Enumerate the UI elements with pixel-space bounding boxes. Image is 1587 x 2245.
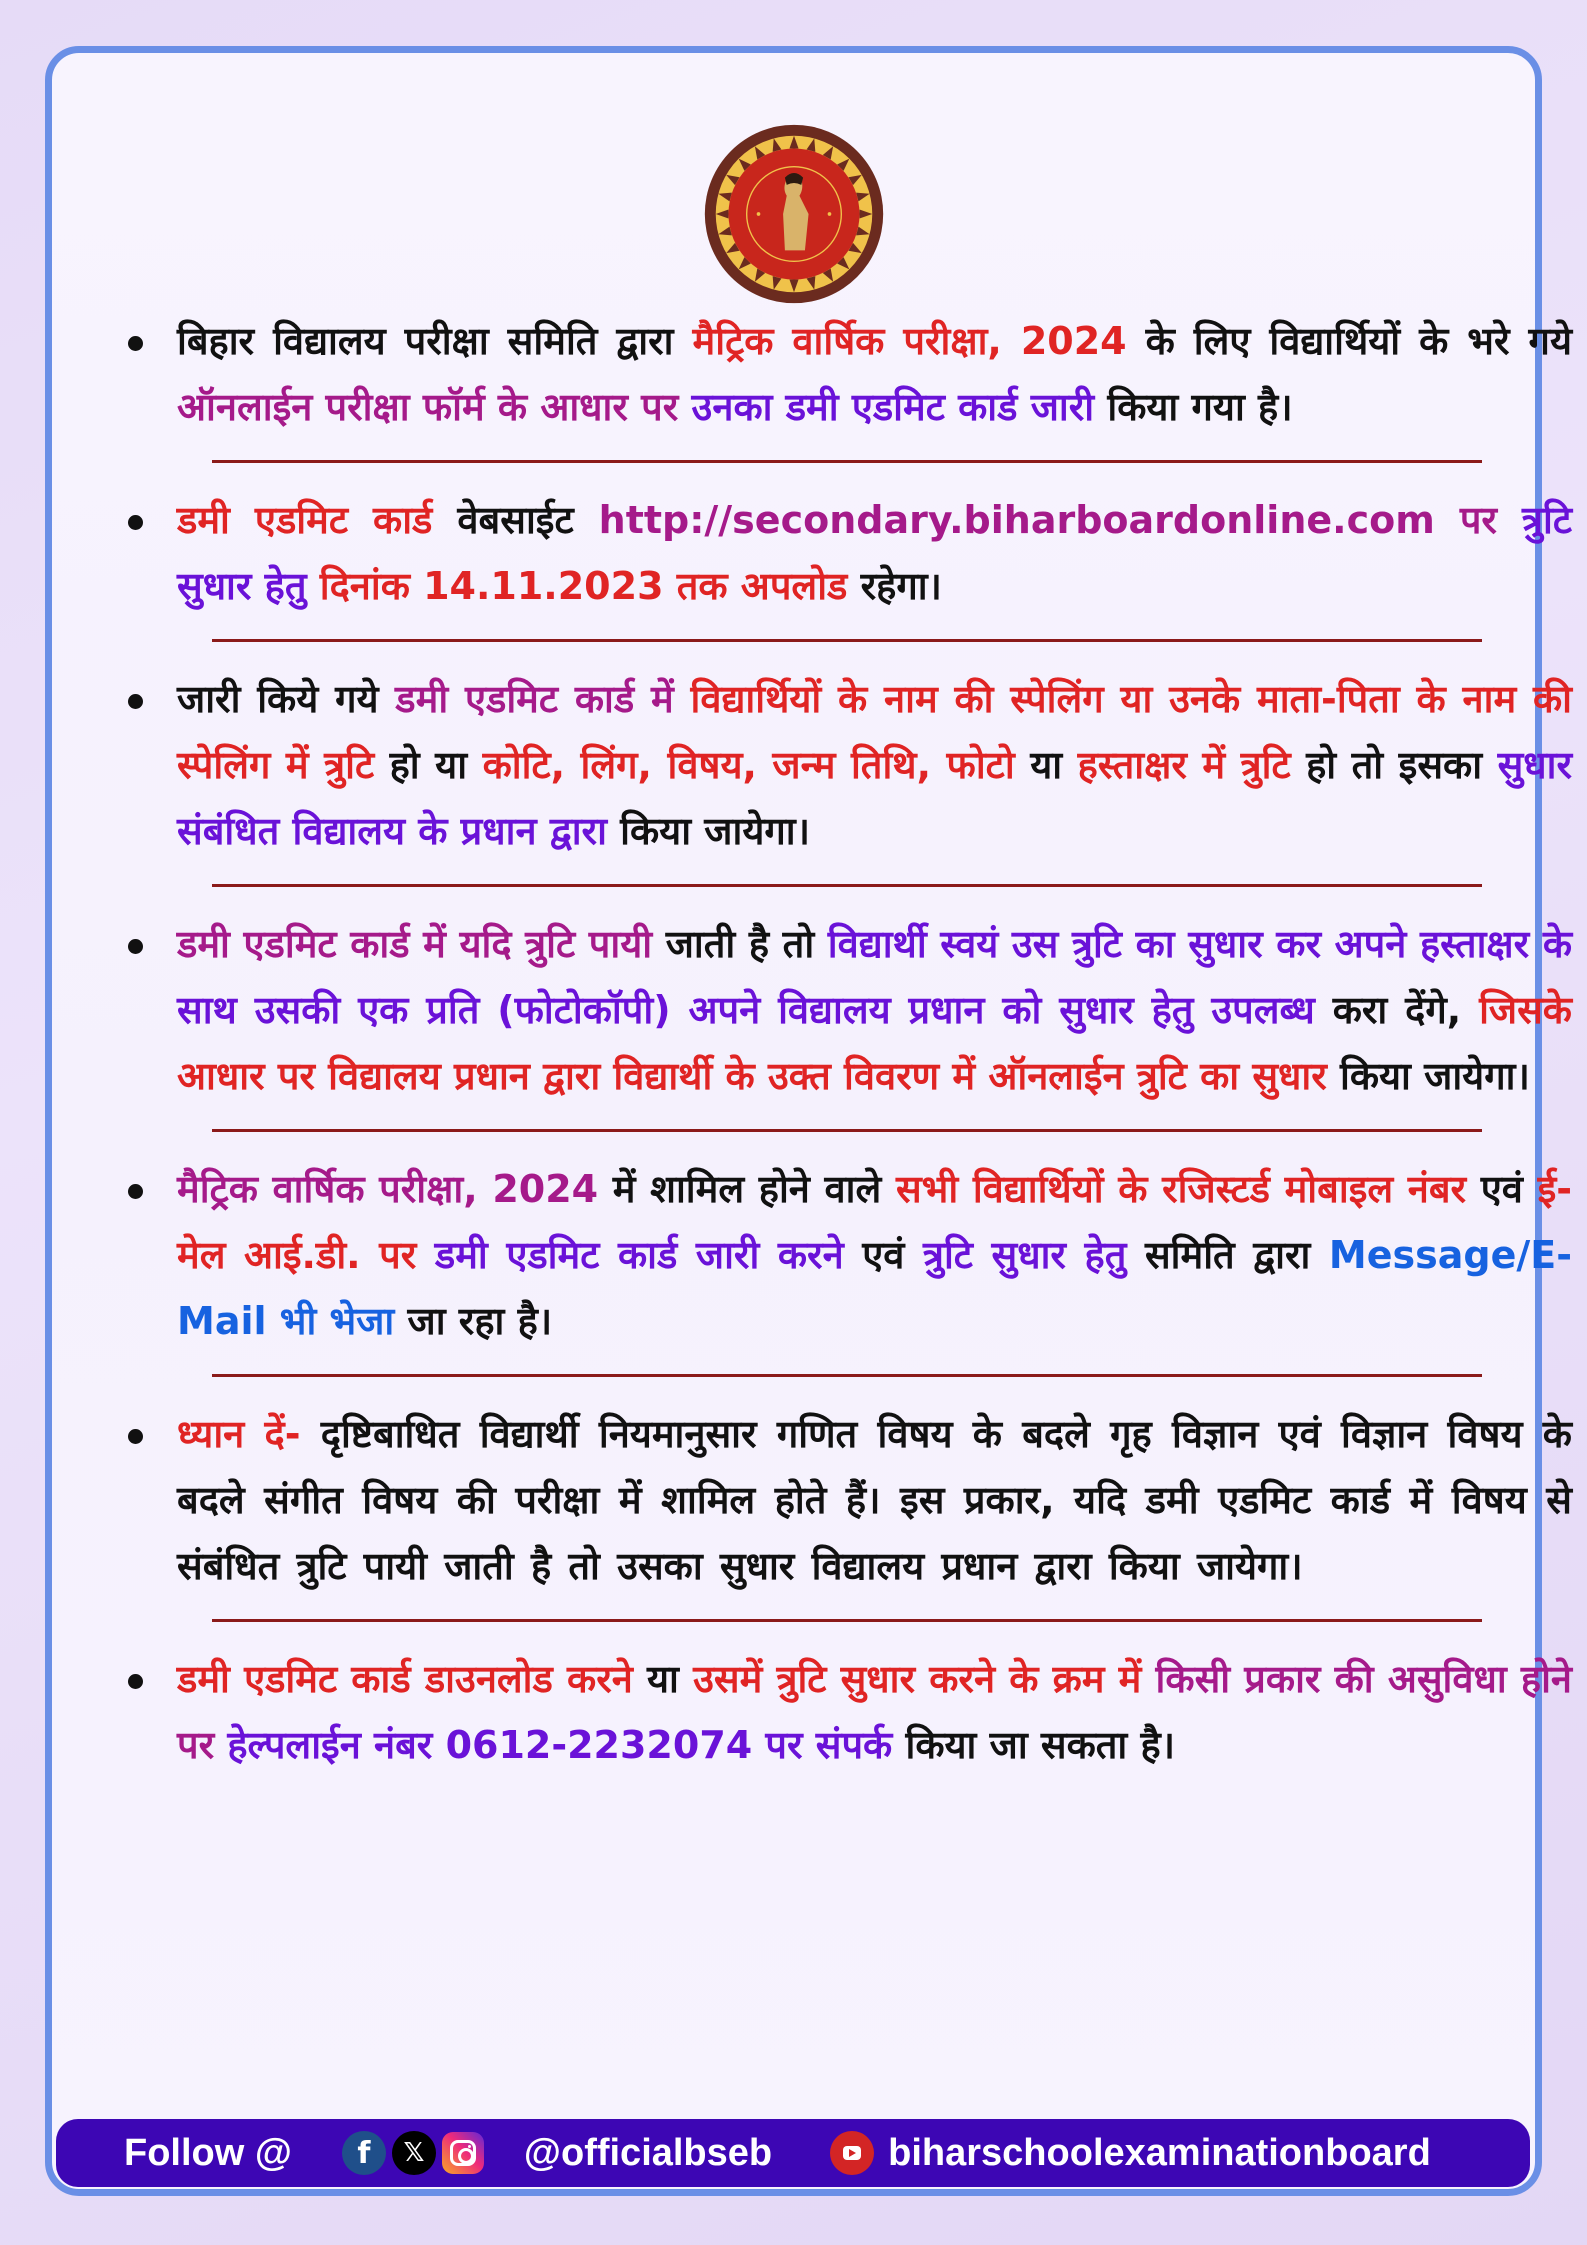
section-divider [212,1129,1482,1132]
bullet-icon [128,694,143,709]
youtube-icon[interactable] [830,2131,874,2175]
instagram-icon[interactable] [442,2132,484,2174]
section-divider [212,639,1482,642]
youtube-glyph [843,2146,861,2160]
youtube-channel-link[interactable]: biharschoolexaminationboard [888,2131,1431,2174]
social-footer [56,2119,1530,2187]
text-segment: जिसके आधार पर विद्यालय प्रधान द्वारा विद्यार्थी के उक्त विवरण में ऑनलाईन त्रुटि का सुधार [177,988,1572,1098]
notice-item [112,308,1572,440]
text-segment: ऑनलाईन परीक्षा फॉर्म के आधार पर [177,385,692,429]
social-icons [342,2131,484,2175]
text-segment: किया जायेगा। [606,809,811,853]
text-segment: सुधार संबंधित विद्यालय के प्रधान द्वारा [177,743,1573,853]
text-segment: डमी एडमिट कार्ड में यदि त्रुटि पायी [177,922,653,966]
notice-item [112,1646,1572,1778]
bseb-emblem-logo [703,123,885,305]
text-segment: जा रहा है। [394,1299,553,1343]
text-segment: एवं [843,1233,923,1277]
text-segment: मैट्रिक वार्षिक परीक्षा, 2024 [692,319,1127,363]
text-segment: हस्ताक्षर में त्रुटि [1077,743,1291,787]
text-segment: जाती है तो [652,922,828,966]
x-icon[interactable]: 𝕏 [392,2131,436,2175]
text-segment: ई-मेल आई.डी. पर [177,1167,1572,1277]
text-segment: समिति द्वारा [1126,1233,1329,1277]
text-segment: दिनांक 14.11.2023 तक अपलोड [306,564,848,608]
notice-card [45,46,1573,2196]
text-segment: किसी प्रकार की असुविधा होने पर [177,1657,1573,1767]
notice-item [112,911,1572,1109]
text-segment: या [1014,743,1078,787]
social-handle-link[interactable]: @officialbseb [523,2131,773,2174]
text-segment: डमी एडमिट कार्ड जारी करने [416,1233,844,1277]
notice-item [112,1401,1572,1599]
text-segment: एवं [1466,1167,1538,1211]
follow-label: Follow @ [124,2131,292,2174]
text-segment: मैट्रिक वार्षिक परीक्षा, 2024 [177,1167,599,1211]
text-segment: किया जा सकता है। [892,1723,1176,1767]
section-divider [212,1619,1482,1622]
text-segment: उसमें त्रुटि सुधार करने के क्रम में [693,1657,1142,1701]
text-segment: विद्यार्थियों के नाम की स्पेलिंग या उनके माता-पिता के नाम की स्पेलिंग में त्रुटि [177,677,1572,787]
bullet-icon [128,1184,143,1199]
text-segment: के लिए विद्यार्थियों के भरे गये [1126,319,1572,363]
text-segment: सभी विद्यार्थियों के रजिस्टर्ड मोबाइल नंबर [895,1167,1467,1211]
text-segment: किया गया है। [1094,385,1293,429]
notice-item [112,1156,1572,1354]
section-divider [212,884,1482,887]
text-segment: किया जायेगा। [1326,1054,1530,1098]
text-segment: हो तो इसका [1290,743,1498,787]
bullet-icon [128,515,143,530]
text-segment: दृष्टिबाधित विद्यार्थी नियमानुसार गणित विषय के बदले गृह विज्ञान एवं विज्ञान विषय के बदले संगीत विषय की परीक्षा में शामिल होते हैं। इस प्रकार, यदि डमी एडमिट कार्ड में विषय से संबंधित त्रुटि पायी जाती है तो उसका सुधार विद्यालय प्रधान द्वारा किया जायेगा। [177,1412,1572,1588]
text-segment: डमी एडमिट कार्ड [177,498,433,542]
bullet-icon [128,1429,143,1444]
text-segment: त्रुटि सुधार हेतु [177,498,1572,608]
text-segment: विद्यार्थी स्वयं उस त्रुटि का सुधार कर अपने हस्ताक्षर के साथ उसकी एक प्रति (फोटोकॉपी) अपने विद्यालय प्रधान को सुधार हेतु उपलब्ध [177,922,1572,1032]
text-segment: रहेगा। [847,564,942,608]
notice-item [112,487,1572,619]
bullet-icon [128,1674,143,1689]
text-segment: या [632,1657,694,1701]
bullet-icon [128,336,143,351]
text-segment: करा देंगे, [1314,988,1480,1032]
text-segment: बिहार विद्यालय परीक्षा समिति द्वारा [177,319,693,363]
section-divider [212,1374,1482,1377]
text-segment: उनका डमी एडमिट कार्ड जारी [691,385,1095,429]
text-segment: ध्यान दें- [177,1412,301,1456]
section-divider [212,460,1482,463]
facebook-icon[interactable]: f [342,2131,386,2175]
text-segment: त्रुटि सुधार हेतु [922,1233,1127,1277]
instagram-glyph [450,2140,476,2166]
bullet-icon [128,939,143,954]
text-segment: डमी एडमिट कार्ड में [395,677,674,721]
text-segment: वेबसाईट [432,498,599,542]
text-segment[interactable]: http://secondary.biharboardonline.com पर [598,498,1523,542]
text-segment: में शामिल होने वाले [598,1167,896,1211]
text-segment: डमी एडमिट कार्ड डाउनलोड करने [177,1657,633,1701]
text-segment: हेल्पलाईन नंबर 0612-2232074 पर संपर्क [214,1723,893,1767]
notice-content [112,308,1572,1778]
text-segment: कोटि, लिंग, विषय, जन्म तिथि, फोटो [482,743,1015,787]
text-segment: Message/E-Mail भी भेजा [177,1233,1572,1343]
notice-item [112,666,1572,864]
text-segment: जारी किये गये [177,677,396,721]
text-segment: हो या [374,743,483,787]
